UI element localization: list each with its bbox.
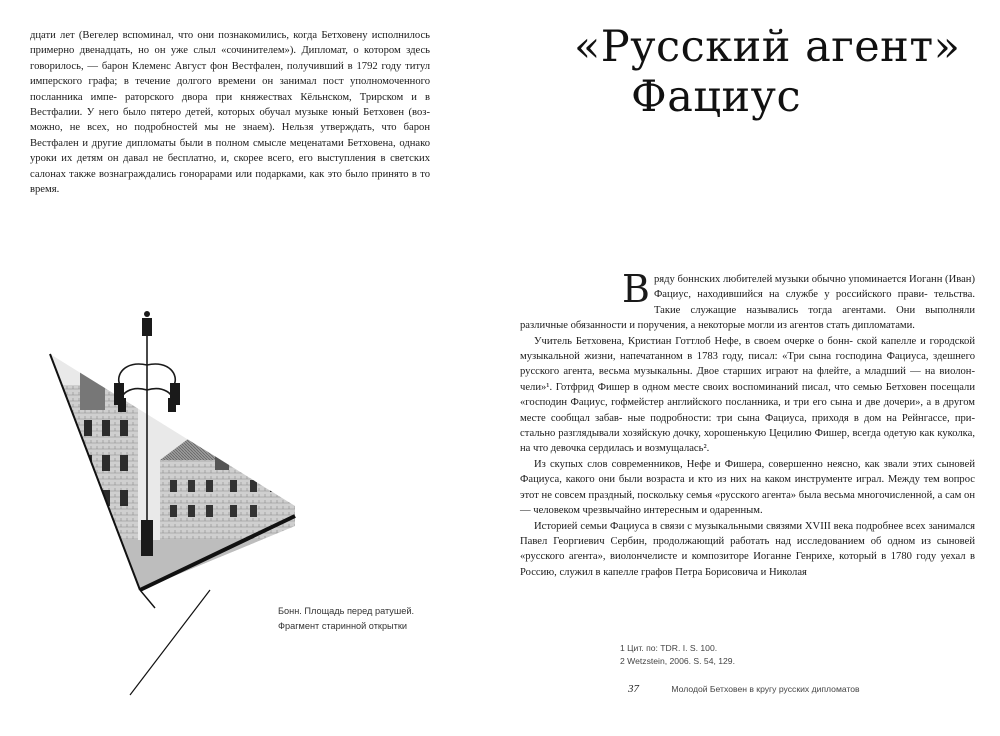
text-line: музыкальны. Двое старших играют на флейте, а младший — на виолон- [633,366,976,378]
text-line: ской капелле и городской музыкальной жизни, напечатанном в 1783 году, [520,335,976,363]
text-line: долгого времени он занимал пост уполномоченного посланника импе- [30,76,430,103]
paragraph [520,267,976,334]
text-line: семью Бетховен посещали «господин Фациус, гофмейстер английского [520,381,975,409]
caption-line: Фрагмент старинной открытки [278,621,408,631]
text-line: писал: «Три сына господина Фациуса, здешнего русского агента, весьма [520,351,975,378]
text-line: ные подробности: три сына Фациуса, приходя в дом на Рейнгассе, при- [627,412,975,424]
text-line: ряду боннских любителей музыки обычно упоминается [653,274,910,285]
paragraph [30,28,430,197]
right-body-text [520,267,976,580]
right-page [500,0,1000,736]
text-line: работать над исследованием об одном из сыновей «русского агента», [520,535,975,563]
left-body-text [30,28,430,197]
footnote: 2 Wetzstein, 2006. S. 54, 129. [620,656,735,666]
text-line: барон Вестфален и другие дипломаты были в полном смысле меценатами [30,122,430,149]
text-line: стально разглядывали хозяйскую дочку, хорошенькую Цецилию Фишер, [520,428,853,440]
page-number: 37 [628,683,639,695]
paragraph [520,334,975,457]
page-footer [628,683,988,695]
text-line: чели»¹. Готфрид Фишер в одном месте своих воспоминаний писал, что [520,381,854,393]
text-line: Из скупых слов современников, Нефе и Фишера, совершенно неясно, [534,458,865,470]
text-line: посланника, и три его сына и две дочери», а в другом месте сообщал забав- [520,397,975,424]
text-line: раторского двора при княжествах Кёльнском, Трирском и в Вестфалии. [30,91,430,119]
text-line: подробнее всех занимался Павел Георгиевич Сербин, продолжающий [520,520,975,547]
text-line: Бетховена, однако уроки их детям он давал не бесплатно, и, скорее всего, [30,137,430,165]
drop-cap: В [622,267,650,311]
text-line: или подарками, как это было принято в то время. [30,168,431,196]
text-line: дцати лет (Вегелер вспоминал, что они познакомились, когда Бетховену [30,30,372,41]
text-line: поскольку семья «русского агента» была весьма многочисленной, а сам [637,489,965,501]
text-line: виолончелисте и композиторе Иоганне Генрихе, который в 1780 году [610,551,941,563]
text-line: тельства. Такие служащие назывались тогда агентами. Они выполняли [653,289,975,316]
caption-line: Бонн. Площадь перед ратушей. [278,606,415,616]
text-line: он — человеком чрезвычайно интересным и одаренным. [520,489,975,517]
text-line: Иоганн (Иван) Фациус, находившийся на службе у российского прави- [653,274,976,301]
text-line: Историей семьи Фациуса в связи с музыкальными связями XVIII века [534,520,856,532]
title-line-2: Фациус [631,72,802,122]
text-line: как звали этих сыновей Фациуса, какого они были возраста и кто из них [520,458,975,486]
text-line: на каком инструменте играл. Между тем вопрос этот не совсем праздный, [520,474,975,501]
text-line: Вестфален, получивший в 1792 году титул имперского графа; в течение [30,60,430,88]
footnotes [620,642,920,668]
text-line: У него было пятеро детей, которых обучал музыке юный Бетховен (воз- [86,107,430,119]
text-line: уехал в Россию, служил в капелле графов Петра Борисовича и Николая [520,551,976,578]
running-footer: Молодой Бетховен в кругу русских дипломатов [671,684,860,694]
chapter-title [574,22,994,122]
figure-caption [278,604,478,634]
text-line: всегда одетую как куколка, на что девочка сердилась и возмущалась². [520,428,975,455]
paragraph [520,457,975,519]
title-line-1: «Русский агент» [574,22,961,72]
text-line: Учитель Бетховена, Кристиан Готтлоб Нефе, в своем очерке о бонн- [534,335,857,347]
text-line: его выступления в светских салонах также вознаграждались гонорарами [30,153,430,180]
text-line: можно, не всех, но подробностей мы не знаем). Нельзя утверждать, что [30,122,404,134]
bonn-square-illustration [40,290,420,710]
paragraph [520,519,975,581]
footnote: 1 Цит. по: TDR. I. S. 100. [620,643,718,653]
text-line: Дипломат, о котором здесь говорилось, — барон Клеменс Август фон [30,45,430,72]
text-line: различные обязанности и поручения, а некоторые могли из агентов [520,320,827,332]
text-line: стать дипломатами. [826,320,915,332]
text-line: исполнилось примерно двенадцать, но он уже слыл «сочинителем»). [30,30,430,57]
